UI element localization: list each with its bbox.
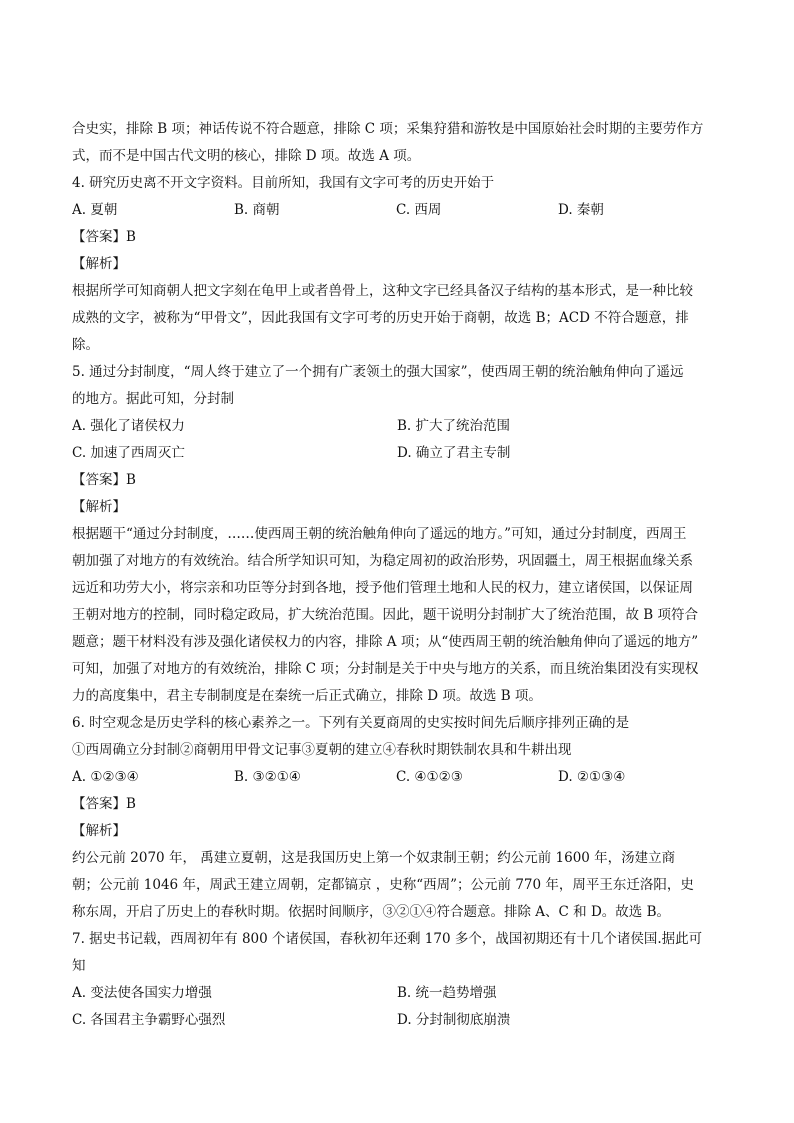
q6-answer: 【答案】B <box>72 796 136 812</box>
q7-options-row <box>72 980 722 1007</box>
q4-analysis-label: 【解析】 <box>72 256 126 272</box>
q7-stem-line: 7. 据史书记载，西周初年有 800 个诸侯国，春秋初年还剩 170 多个，战国初期还有十几个诸侯国.据此可 <box>72 931 703 947</box>
q5-answer: 【答案】B <box>72 472 136 488</box>
q6-option-c: C. ④①②③ <box>396 769 463 785</box>
q5-options-row <box>72 440 722 467</box>
q4-answer: 【答案】B <box>72 229 136 245</box>
q7-options-row <box>72 1007 722 1034</box>
prev-analysis-line: 式，而不是中国古代文明的核心，排除 D 项。故选 A 项。 <box>72 148 421 164</box>
q6-analysis-label: 【解析】 <box>72 823 126 839</box>
q4-stem: 4. 研究历史离不开文字资料。目前所知，我国有文字可考的历史开始于 <box>72 175 495 191</box>
q5-analysis-line: 根据题干“通过分封制度，……使西周王朝的统治触角伸向了遥远的地方。”可知，通过分封制度，西周王 <box>72 526 687 542</box>
q4-option-b: B. 商朝 <box>234 202 280 218</box>
q5-analysis-line: 朝加强了对地方的有效统治。结合所学知识可知，为稳定周初的政治形势，巩固疆土，周王根据血缘关系 <box>72 553 693 569</box>
q5-analysis-line: 力的高度集中，君主专制制度是在秦统一后正式确立，排除 D 项。故选 B 项。 <box>72 688 542 704</box>
q6-analysis-line: 朝；公元前 1046 年，周武王建立周朝，定都镐京 ，史称“西周”；公元前 770 年，周平王东迁洛阳，史 <box>72 877 694 893</box>
q6-option-d: D. ②①③④ <box>558 769 626 785</box>
q6-options <box>72 764 722 791</box>
q6-option-a: A. ①②③④ <box>72 769 139 785</box>
q4-option-a: A. 夏朝 <box>72 202 118 218</box>
q5-option-a: A. 强化了诸侯权力 <box>72 418 185 434</box>
q6-analysis-line: 称东周，开启了历史上的春秋时期。依据时间顺序，③②①④符合题意。排除 A、C 和 D。故选 B。 <box>72 904 670 920</box>
q6-events: ①西周确立分封制②商朝用甲骨文记事③夏朝的建立④春秋时期铁制农具和牛耕出现 <box>72 742 572 758</box>
q7-stem-line: 知 <box>72 958 86 974</box>
q7-option-c: C. 各国君主争霸野心强烈 <box>72 1012 226 1028</box>
q6-option-b: B. ③②①④ <box>234 769 301 785</box>
q4-analysis-line: 根据所学可知商朝人把文字刻在龟甲上或者兽骨上，这种文字已经具备汉子结构的基本形式，是一种比较 <box>72 283 693 299</box>
q7-option-d: D. 分封制彻底崩溃 <box>397 1012 511 1028</box>
page-content <box>72 116 722 1034</box>
q5-stem-line: 的地方。据此可知，分封制 <box>72 391 234 407</box>
q5-option-d: D. 确立了君主专制 <box>397 445 511 461</box>
q5-analysis-line: 王朝对地方的控制，同时稳定政局，扩大统治范围。因此，题干说明分封制扩大了统治范围，故 B 项符合 <box>72 607 699 623</box>
q4-options <box>72 197 722 224</box>
q5-analysis-label: 【解析】 <box>72 499 126 515</box>
prev-analysis-line: 合史实，排除 B 项；神话传说不符合题意，排除 C 项；采集狩猎和游牧是中国原始社会时期的主要劳作方 <box>72 121 704 137</box>
q4-analysis-line: 成熟的文字，被称为“甲骨文”，因此我国有文字可考的历史开始于商朝，故选 B；ACD 不符合题意，排 <box>72 310 689 326</box>
q4-option-d: D. 秦朝 <box>558 202 604 218</box>
q5-stem-line: 5. 通过分封制度，“周人终于建立了一个拥有广袤领土的强大国家”，使西周王朝的统治触角伸向了遥远 <box>72 364 684 380</box>
q5-analysis-line: 远近和功劳大小，将宗亲和功臣等分封到各地，授予他们管理土地和人民的权力，建立诸侯国，以保证周 <box>72 580 693 596</box>
q6-analysis-line: 约公元前 2070 年， 禹建立夏朝，这是我国历史上第一个奴隶制王朝；约公元前 1600 年，汤建立商 <box>72 850 676 866</box>
q6-stem: 6. 时空观念是历史学科的核心素养之一。下列有关夏商周的史实按时间先后顺序排列正确的是 <box>72 715 630 731</box>
q5-options-row <box>72 413 722 440</box>
q4-analysis-line: 除。 <box>72 337 99 353</box>
q5-analysis-line: 可知，加强了对地方的有效统治，排除 C 项；分封制是关于中央与地方的关系，而且统治集团没有实现权 <box>72 661 699 677</box>
q7-option-a: A. 变法使各国实力增强 <box>72 985 212 1001</box>
q5-option-c: C. 加速了西周灭亡 <box>72 445 185 461</box>
q7-option-b: B. 统一趋势增强 <box>397 985 497 1001</box>
q5-option-b: B. 扩大了统治范围 <box>397 418 511 434</box>
q5-analysis-line: 题意；题干材料没有涉及强化诸侯权力的内容，排除 A 项；从“使西周王朝的统治触角伸向了遥远的地方” <box>72 634 699 650</box>
q4-option-c: C. 西周 <box>396 202 442 218</box>
